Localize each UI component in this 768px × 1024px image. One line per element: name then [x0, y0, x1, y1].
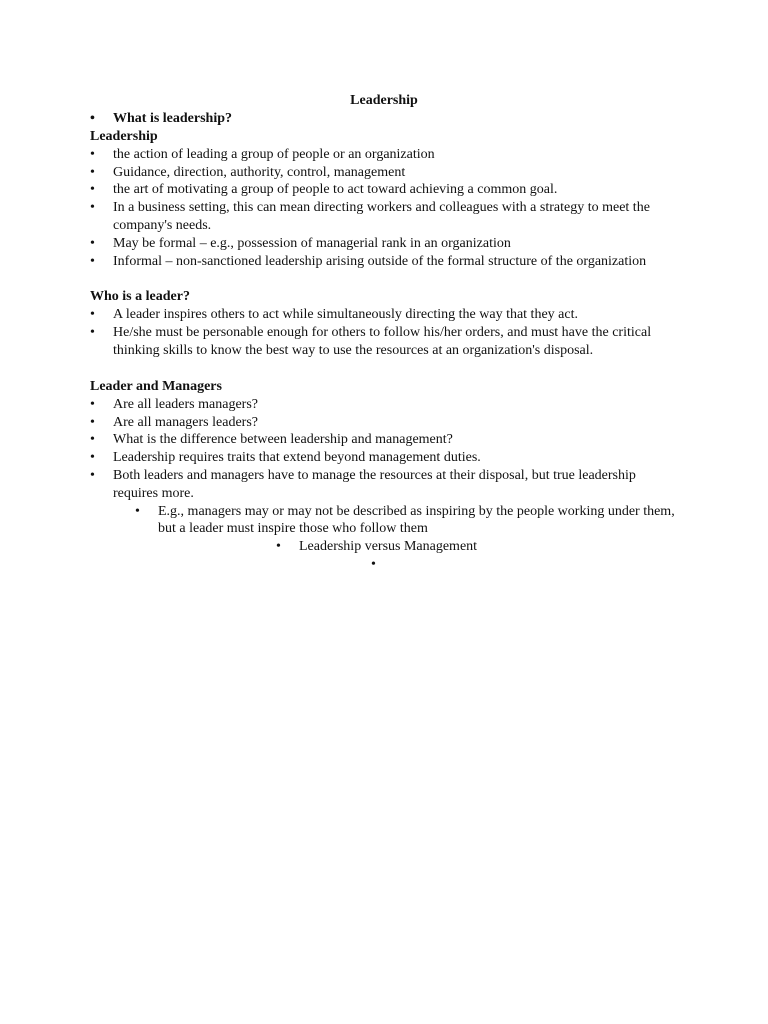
- list-item: [90, 324, 680, 360]
- list-item-text: Guidance, direction, authority, control, management: [113, 164, 406, 180]
- list-item: [90, 306, 680, 324]
- bullet: •: [90, 253, 95, 269]
- intro-question: [90, 110, 680, 128]
- bullet: •: [90, 111, 95, 126]
- section-heading-who-is-leader: Who is a leader?: [90, 289, 190, 305]
- list-item: [90, 146, 680, 164]
- list-item-text: Are all leaders managers?: [113, 396, 258, 412]
- list-item: [90, 449, 680, 467]
- list-item-text: He/she must be personable enough for others to follow his/her orders, and must have the critical thinking skills to know the best way to use the resources at an organization's disposal.: [113, 325, 652, 358]
- sub-sub-list-item: [90, 538, 680, 556]
- list-item-text: Informal – non-sanctioned leadership arising outside of the formal structure of the organization: [113, 253, 647, 269]
- section-who-is-leader-list: [90, 306, 680, 359]
- list-item-text: the art of motivating a group of people to act toward achieving a common goal.: [113, 182, 558, 198]
- sub-list-item: [90, 503, 680, 539]
- bullet: •: [90, 432, 95, 448]
- bullet: •: [90, 200, 95, 216]
- list-item: [90, 181, 680, 199]
- section-leader-managers-list: [90, 396, 680, 574]
- list-item-text: May be formal – e.g., possession of managerial rank in an organization: [113, 235, 511, 251]
- bullet: •: [135, 503, 140, 519]
- bullet: •: [90, 235, 95, 251]
- sub-list-item-text: E.g., managers may or may not be described as inspiring by the people working under them, but a leader must inspire those who follow them: [158, 503, 675, 537]
- bullet: •: [276, 539, 281, 555]
- section-leadership-list: [90, 146, 680, 271]
- document-body: [90, 110, 680, 574]
- empty-bullet: •: [371, 556, 376, 572]
- bullet: •: [90, 325, 95, 341]
- list-item-text: A leader inspires others to act while simultaneously directing the way that they act.: [113, 307, 578, 323]
- section-heading-leadership: Leadership: [90, 128, 158, 144]
- list-item: [90, 253, 680, 271]
- list-item: [90, 164, 680, 182]
- bullet: •: [90, 450, 95, 466]
- paragraph-gap: [90, 360, 680, 378]
- list-item: [90, 467, 680, 503]
- bullet: •: [90, 414, 95, 430]
- paragraph-gap: [90, 270, 680, 288]
- list-item-text: Are all managers leaders?: [113, 414, 258, 430]
- list-item-text: In a business setting, this can mean directing workers and colleagues with a strategy to meet the company's needs.: [113, 200, 650, 233]
- list-item: [90, 396, 680, 414]
- list-item: [90, 414, 680, 432]
- bullet: •: [90, 182, 95, 198]
- intro-question-text: What is leadership?: [113, 111, 233, 126]
- bullet: •: [90, 307, 95, 323]
- list-item-text: Both leaders and managers have to manage the resources at their disposal, but true leadership requires more.: [113, 467, 636, 501]
- list-item: [90, 199, 680, 235]
- list-item: [90, 235, 680, 253]
- bullet: •: [90, 164, 95, 180]
- bullet: •: [90, 146, 95, 162]
- bullet: •: [90, 396, 95, 412]
- section-heading-leader-managers: Leader and Managers: [90, 378, 222, 394]
- list-item-text: Leadership requires traits that extend beyond management duties.: [113, 450, 481, 466]
- list-item: [90, 431, 680, 449]
- sub-sub-list-item-text: Leadership versus Management: [299, 539, 478, 555]
- document-title: Leadership: [350, 93, 418, 108]
- list-item-text: the action of leading a group of people or an organization: [113, 146, 435, 162]
- bullet: •: [90, 467, 95, 483]
- list-item-text: What is the difference between leadership and management?: [113, 432, 453, 448]
